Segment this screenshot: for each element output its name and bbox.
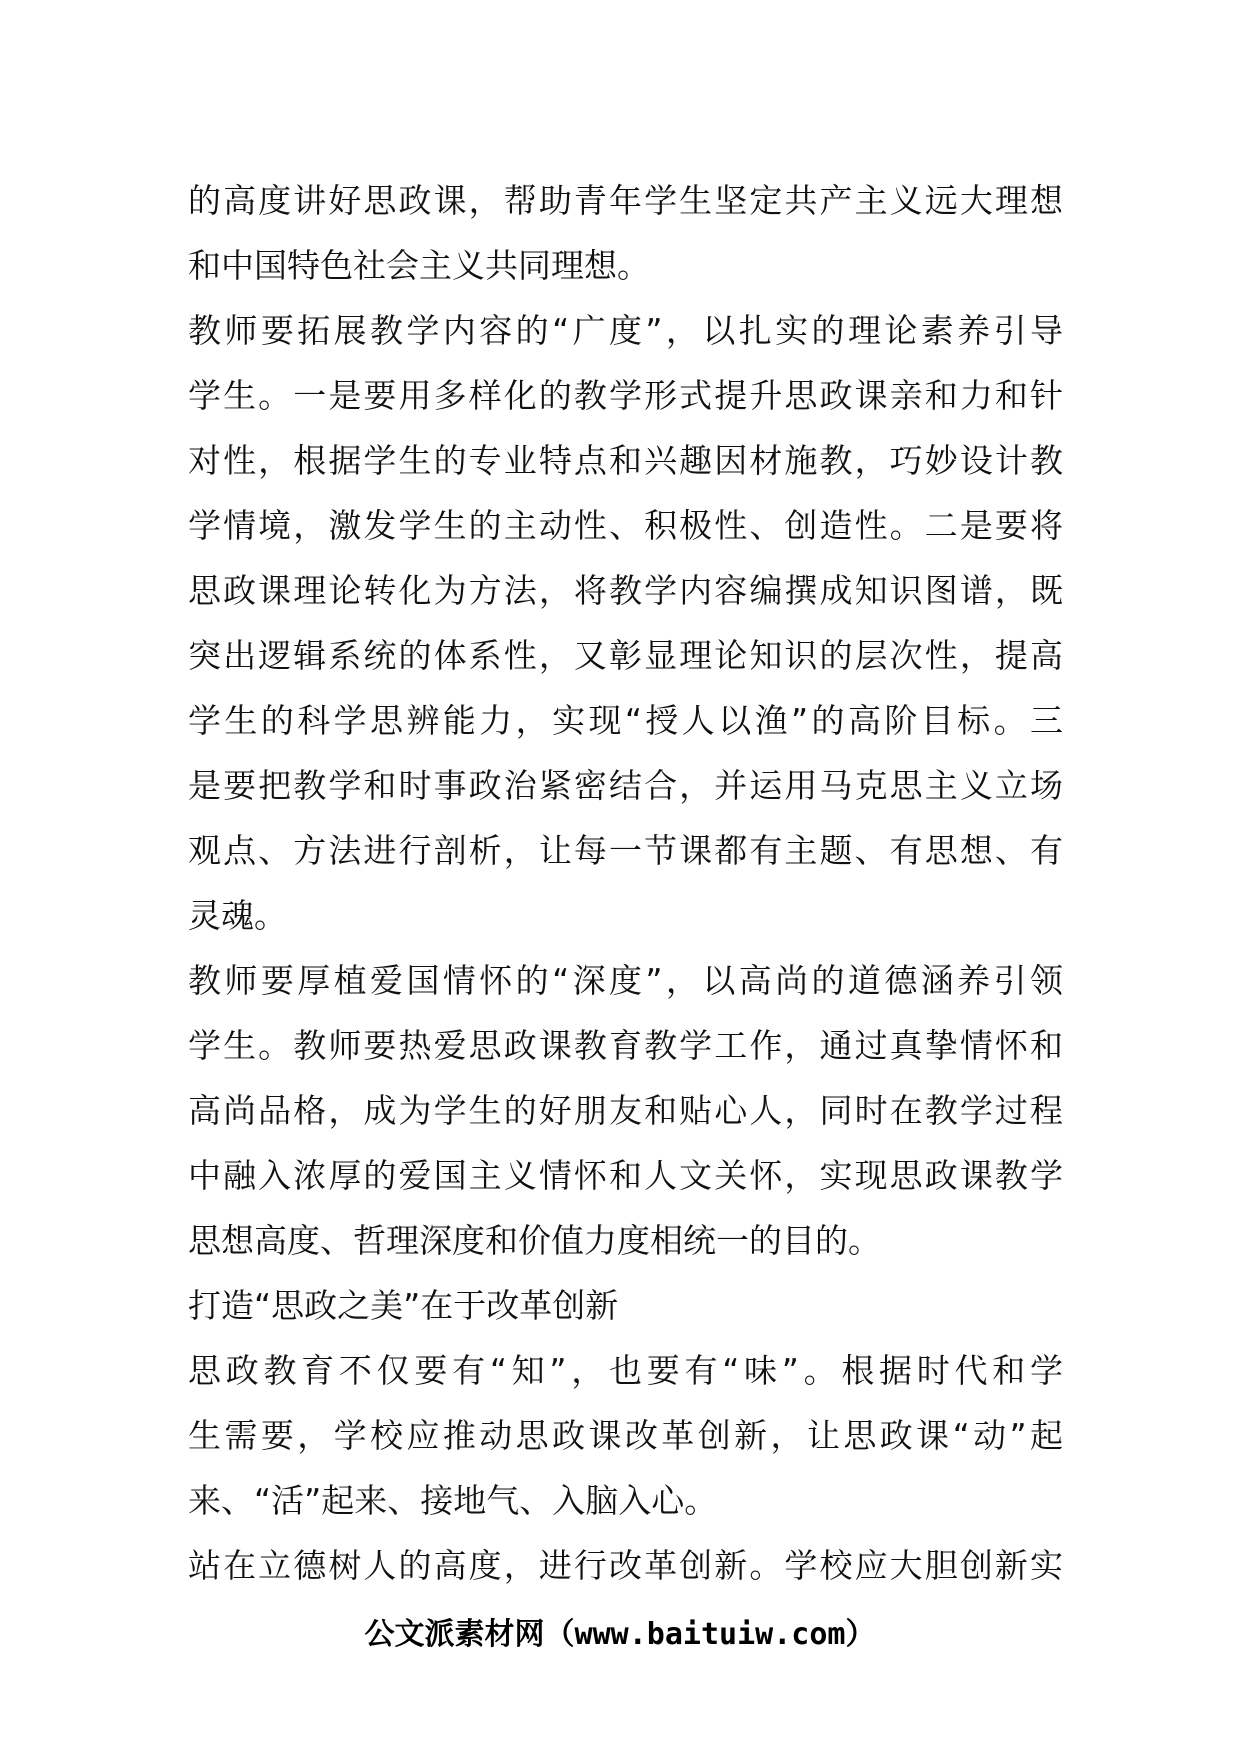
text-line: 高尚品格，成为学生的好朋友和贴心人，同时在教学过程 <box>188 1091 1063 1130</box>
text-line: 教师要厚植爱国情怀的“深度”，以高尚的道德涵养引领 <box>188 961 1063 1000</box>
text-line: 学生。一是要用多样化的教学形式提升思政课亲和力和针 <box>188 376 1063 415</box>
section-heading: 打造“思政之美”在于改革创新 <box>188 1286 619 1325</box>
text-line: 来、“活”起来、接地气、入脑入心。 <box>188 1481 718 1520</box>
text-line: 和中国特色社会主义共同理想。 <box>188 246 650 285</box>
text-line: 是要把教学和时事政治紧密结合，并运用马克思主义立场 <box>188 766 1063 805</box>
text-line: 思想高度、哲理深度和价值力度相统一的目的。 <box>188 1221 881 1260</box>
document-body <box>188 168 1063 1598</box>
text-line: 站在立德树人的高度，进行改革创新。学校应大胆创新实 <box>188 1546 1063 1585</box>
text-line: 学生的科学思辨能力，实现“授人以渔”的高阶目标。三 <box>188 701 1063 740</box>
footer-watermark: 公文派素材网（www.baituiw.com） <box>364 1617 876 1652</box>
text-line: 对性，根据学生的专业特点和兴趣因材施教，巧妙设计教 <box>188 441 1063 480</box>
text-line: 的高度讲好思政课，帮助青年学生坚定共产主义远大理想 <box>188 181 1063 220</box>
text-line: 思政课理论转化为方法，将教学内容编撰成知识图谱，既 <box>188 571 1063 610</box>
text-line: 中融入浓厚的爱国主义情怀和人文关怀，实现思政课教学 <box>188 1156 1063 1195</box>
text-line: 学生。教师要热爱思政课教育教学工作，通过真挚情怀和 <box>188 1026 1063 1065</box>
text-line: 思政教育不仅要有“知”，也要有“味”。根据时代和学 <box>188 1351 1063 1390</box>
text-line: 观点、方法进行剖析，让每一节课都有主题、有思想、有 <box>188 831 1063 870</box>
text-line: 生需要，学校应推动思政课改革创新，让思政课“动”起 <box>188 1416 1063 1455</box>
text-line: 教师要拓展教学内容的“广度”，以扎实的理论素养引导 <box>188 311 1063 350</box>
text-line: 灵魂。 <box>188 896 287 935</box>
text-line: 学情境，激发学生的主动性、积极性、创造性。二是要将 <box>188 506 1063 545</box>
text-line: 突出逻辑系统的体系性，又彰显理论知识的层次性，提高 <box>188 636 1063 675</box>
